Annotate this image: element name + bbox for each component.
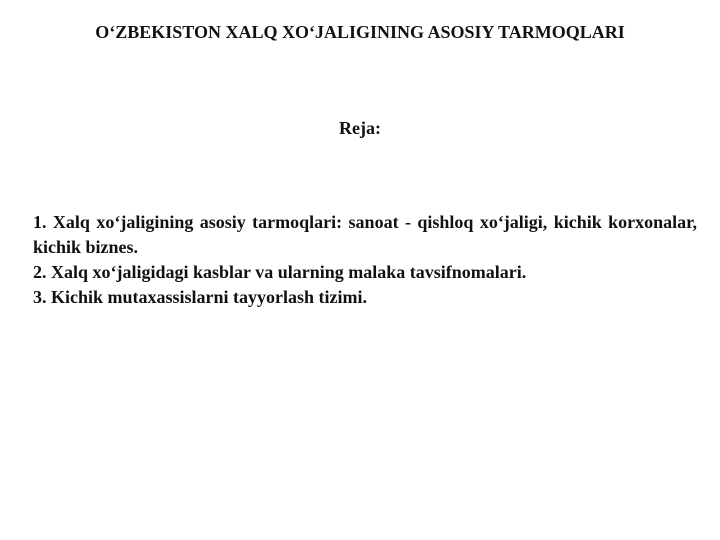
plan-list (33, 210, 697, 310)
plan-item-2: 2. Xalq xo‘jaligidagi kasblar va ularning malaka tavsifnomalari. (33, 262, 527, 282)
slide-title: O‘ZBEKISTON XALQ XO‘JALIGINING ASOSIY TARMOQLARI (95, 22, 625, 42)
plan-item-1: 1. Xalq xo‘jaligining asosiy tarmoqlari: sanoat - qishloq xo‘jaligi, kichik korxonalar, kichik biznes. (33, 212, 697, 257)
plan-item-3: 3. Kichik mutaxassislarni tayyorlash tizimi. (33, 287, 368, 307)
plan-heading: Reja: (339, 118, 381, 138)
